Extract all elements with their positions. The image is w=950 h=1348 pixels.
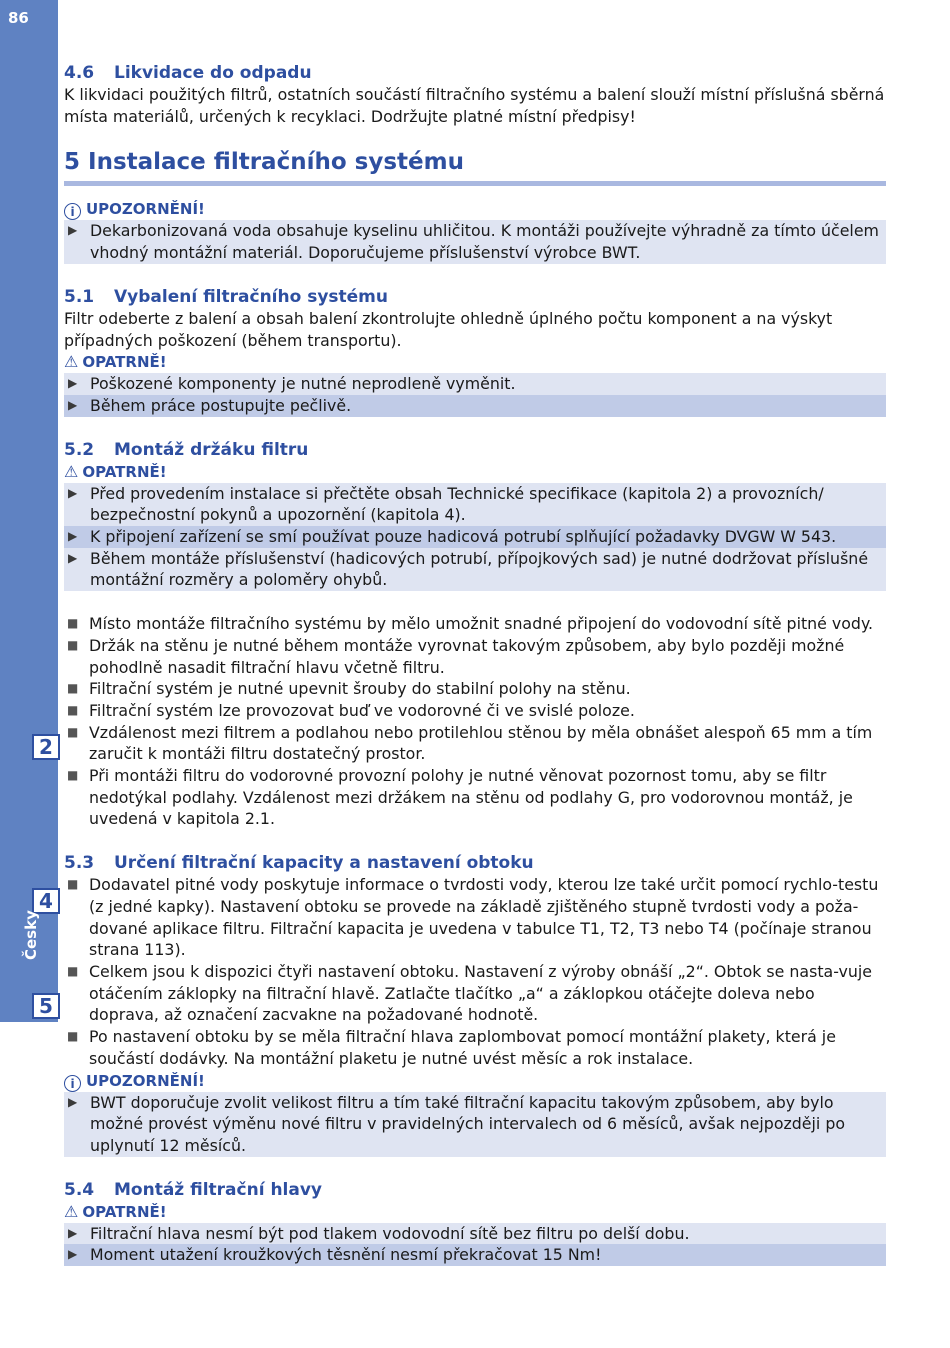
list-item: ■ Držák na stěnu je nutné během montáže vyrovnat takovým způsobem, aby bylo později možné pohodlně nasadit filtrační hlavu včetně filtru. (67, 635, 845, 677)
info-circle-icon: i (64, 203, 81, 220)
chapter-5-heading: 5 Instalace filtračního systému (64, 147, 886, 186)
list-item: ■ Vzdálenost mezi filtrem a podlahou nebo protilehlou stěnou by měla obnášet alespoň 65 mm a tím zaručit k montáži filtru dostatečný prostor. (67, 722, 873, 764)
section-5-3-heading: 5.3 Určení filtrační kapacity a nastavení obtoku (64, 853, 534, 874)
page-content (64, 62, 886, 1266)
caution-item: ▶ Během montáže příslušenství (hadicových potrubí, přípojkových sad) je nutné dodržovat příslušné montážní rozměry a poloměry ohybů. (68, 548, 869, 590)
list-item: ■ Celkem jsou k dispozici čtyři nastavení obtoku. Nastavení z výroby obnáší „2“. Obtok se nasta-vuje otáčením záklopky na filtrační hlavě. Zatlačte tlačítko „a“ a záklopkou otáčejte doleva nebo doprava, až označení zacvakne na požadované hodnotě. (67, 961, 872, 1025)
warning-triangle-icon: ⚠ (64, 461, 79, 481)
section-4-6-heading: 4.6 Likvidace do odpadu (64, 63, 312, 83)
note-label: i UPOZORNĚNÍ! (64, 1070, 886, 1092)
note-label: i UPOZORNĚNÍ! (64, 198, 886, 220)
square-bullet-icon: ■ (67, 877, 79, 892)
section-5-4-heading: 5.4 Montáž filtrační hlavy (64, 1179, 323, 1200)
square-bullet-icon: ■ (67, 768, 79, 783)
list-item: ■ Filtrační systém lze provozovat buď ve vodorovné či ve svislé poloze. (67, 700, 635, 720)
square-bullet-icon: ■ (67, 681, 79, 696)
triangle-bullet-icon: ▶ (68, 223, 78, 238)
square-bullet-icon: ■ (67, 963, 79, 978)
caution-item: ▶ Před provedením instalace si přečtěte obsah Technické specifikace (kapitola 2) a provozních/ bezpečnostní pokynů a upozornění (kapitola 4). (68, 483, 824, 525)
caution-label: ⚠ OPATRNĚ! (64, 461, 167, 481)
caution-item: ▶ Filtrační hlava nesmí být pod tlakem vodovodní sítě bez filtru po delší dobu. (68, 1223, 690, 1243)
triangle-bullet-icon: ▶ (68, 1247, 78, 1262)
triangle-bullet-icon: ▶ (68, 529, 78, 544)
list-item: ■ Při montáži filtru do vodorovné provozní polohy je nutné věnovat pozornost tomu, aby se filtr nedotýkal podlahy. Vzdálenost mezi držákem na stěnu od podlahy G, pro vodorovnou montáž, je uvedená v kapitola 2.1. (67, 766, 853, 829)
triangle-bullet-icon: ▶ (68, 397, 78, 412)
list-item: ■ Dodavatel pitné vody poskytuje informace o tvrdosti vody, kterou lze také určit pomocí rychlo-testu (z jedné kapky). Nastavení obtoku se provede na základě zjištěného stupně tvrdosti vody a poža-dované aplikace filtru. Filtrační kapacita je uvedena v tabulce T1, T2, T3 nebo T4 (počínaje stranou strana 113). (67, 875, 879, 960)
triangle-bullet-icon: ▶ (68, 550, 78, 565)
square-bullet-icon: ■ (67, 1029, 79, 1044)
chapter-marker-4: 4 (32, 888, 60, 914)
note-item: ▶ Dekarbonizovaná voda obsahuje kyselinu uhličitou. K montáži používejte výhradně za tímto účelem vhodný montážní materiál. Doporučujeme příslušenství výrobce BWT. (68, 221, 879, 263)
warning-triangle-icon: ⚠ (64, 1201, 79, 1221)
note-item: ▶ BWT doporučuje zvolit velikost filtru a tím také filtrační kapacitu takovým způsobem, aby bylo možné provést výměnu nové filtru v pravidelných intervalech od 6 měsíců, avšak nejpozději po uplynutí 12 měsíců. (68, 1092, 846, 1155)
triangle-bullet-icon: ▶ (68, 1094, 78, 1109)
caution-label: ⚠ OPATRNĚ! (64, 1201, 167, 1221)
section-5-2-heading: 5.2 Montáž držáku filtru (64, 439, 309, 460)
triangle-bullet-icon: ▶ (68, 485, 78, 500)
side-tab (0, 0, 58, 1022)
list-item: ■ Filtrační systém je nutné upevnit šrouby do stabilní polohy na stěnu. (67, 679, 631, 699)
list-item: ■ Místo montáže filtračního systému by mělo umožnit snadné připojení do vodovodní sítě pitné vody. (67, 614, 874, 634)
triangle-bullet-icon: ▶ (68, 1225, 78, 1240)
caution-label: ⚠ OPATRNĚ! (64, 352, 167, 372)
chapter-marker-5: 5 (32, 993, 60, 1019)
warning-triangle-icon: ⚠ (64, 352, 79, 372)
page-number: 86 (8, 9, 29, 27)
chapter-marker-2: 2 (32, 734, 60, 760)
triangle-bullet-icon: ▶ (68, 376, 78, 391)
section-5-1-heading: 5.1 Vybalení filtračního systému (64, 286, 388, 307)
square-bullet-icon: ■ (67, 702, 79, 717)
square-bullet-icon: ■ (67, 616, 79, 631)
section-5-1-text: Filtr odeberte z balení a obsah balení zkontrolujte ohledně úplného počtu komponent a na výskyt případných poškození (během transportu). (64, 308, 833, 350)
info-circle-icon: i (64, 1075, 81, 1092)
caution-item: ▶ K připojení zařízení se smí používat pouze hadicová potrubí splňující požadavky DVGW W 543. (68, 527, 837, 547)
section-4-6-text: K likvidaci použitých filtrů, ostatních součástí filtračního systému a balení slouží místní příslušná sběrná místa materiálů, určených k recyklaci. Dodržujte platné místní předpisy! (64, 85, 885, 126)
language-label: Česky (22, 910, 40, 960)
caution-item: ▶ Během práce postupujte pečlivě. (68, 395, 352, 415)
caution-item: ▶ Poškozené komponenty je nutné neprodleně vyměnit. (68, 374, 516, 394)
square-bullet-icon: ■ (67, 637, 79, 652)
square-bullet-icon: ■ (67, 724, 79, 739)
list-item: ■ Po nastavení obtoku by se měla filtrační hlava zaplombovat pomocí montážní plakety, která je součástí dodávky. Na montážní plaketu je nutné uvést měsíc a rok instalace. (67, 1027, 836, 1068)
caution-item: ▶ Moment utažení kroužkových těsnění nesmí překračovat 15 Nm! (68, 1245, 602, 1265)
